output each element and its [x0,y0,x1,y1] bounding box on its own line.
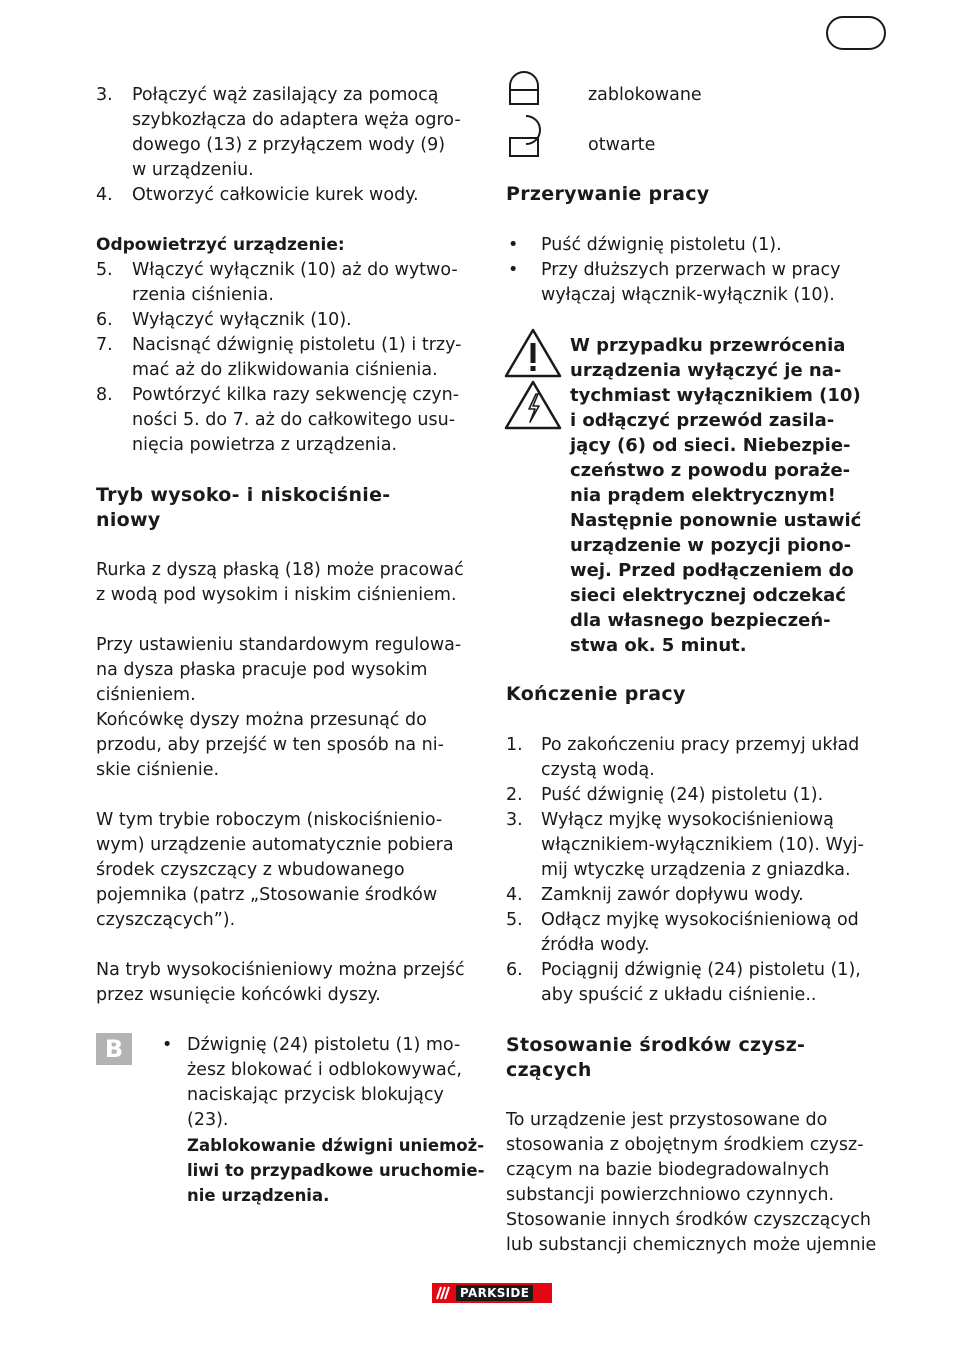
bullet-text: Przy dłuższych przerwach w pracy [541,260,841,280]
lock-icons [506,70,550,160]
logo-stripes-icon [432,1283,454,1303]
section-heading: Tryb wysoko- i niskociśnie- [96,484,391,506]
step-text: mać aż do zlikwidowania ciśnienia. [132,360,438,380]
section-heading: Kończenie pracy [506,683,686,705]
step-number: 2. [506,785,523,805]
bullet-text: naciskając przycisk blokujący [187,1085,444,1105]
step-text: Wyłączyć wyłącznik (10). [132,310,352,330]
section-heading: Stosowanie środków czysz- [506,1034,806,1056]
warning-text: Następnie ponownie ustawić [570,510,862,531]
subsection-title: Odpowietrzyć urządzenie: [96,235,345,255]
warning-text: nia prądem elektrycznym! [570,485,836,506]
paragraph-line: Rurka z dyszą płaską (18) może pracować [96,560,464,580]
step-text: Połączyć wąż zasilający za pomocą [132,85,439,105]
step-text: Wyłącz myjkę wysokociśnieniową [541,810,834,830]
warning-text: i odłączyć przewód zasila- [570,410,835,431]
paragraph-line: Stosowanie innych środków czyszczących [506,1210,872,1230]
paragraph-line: wym) urządzenie automatycznie pobiera [96,835,454,855]
bullet-text: wyłączaj włącznik-wyłącznik (10). [541,285,835,305]
step-text: w urządzeniu. [132,160,254,180]
section-heading: niowy [96,509,161,531]
step-text: Nacisnąć dźwignię pistoletu (1) i trzy- [132,335,462,355]
warning-text: dla własnego bezpieczeń- [570,610,831,631]
step-text: Po zakończeniu pracy przemyj układ [541,735,860,755]
warning-triangle-icon [506,330,560,376]
step-number: 8. [96,385,113,405]
electric-shock-icon [506,382,560,428]
section-heading: Przerywanie pracy [506,183,710,205]
paragraph-line: Końcówkę dyszy można przesunąć do [96,710,427,730]
bullet-text: Dźwignię (24) pistoletu (1) mo- [187,1035,461,1055]
step-number: 3. [96,85,113,105]
warning-text: tychmiast wyłącznikiem (10) [570,385,861,406]
step-text: Otworzyć całkowicie kurek wody. [132,185,419,205]
step-text: mij wtyczkę urządzenia z gniazdka. [541,860,851,880]
paragraph-line: pojemnika (patrz „Stosowanie środków [96,885,438,905]
step-text: Pociągnij dźwignię (24) pistoletu (1), [541,960,861,980]
step-number: 4. [506,885,523,905]
warning-icons [503,326,563,434]
bullet-icon: • [162,1035,173,1055]
warning-text: W przypadku przewrócenia [570,335,846,356]
bullet-note: liwi to przypadkowe uruchomie- [187,1161,485,1180]
lock-closed-icon [510,72,538,104]
paragraph-line: czącym na bazie biodegradowalnych [506,1160,830,1180]
paragraph-line: przodu, aby przejść w ten sposób na ni- [96,735,444,755]
step-number: 4. [96,185,113,205]
bullet-icon: • [508,260,519,280]
warning-text: jący (6) od sieci. Niebezpie- [570,435,851,456]
paragraph-line: W tym trybie roboczym (niskociśnienio- [96,810,443,830]
lock-open-label: otwarte [588,135,656,155]
warning-text: urządzenie w pozycji piono- [570,535,852,556]
brand-name: PARKSIDE [456,1285,533,1301]
step-text: czystą wodą. [541,760,655,780]
bullet-note: nie urządzenia. [187,1186,330,1205]
step-text: Powtórzyć kilka razy sekwencję czyn- [132,385,460,405]
bullet-icon: • [508,235,519,255]
step-number: 7. [96,335,113,355]
figure-b-label: B [96,1033,132,1065]
paragraph-line: przez wsunięcie końcówki dyszy. [96,985,381,1005]
step-text: źródła wody. [541,935,650,955]
paragraph-line: lub substancji chemicznych może ujemnie [506,1235,877,1255]
section-heading: czących [506,1059,592,1081]
warning-text: czeństwo z powodu poraże- [570,460,851,481]
step-text: Puść dźwignię (24) pistoletu (1). [541,785,824,805]
step-text: włącznikiem-wyłącznikiem (10). Wyj- [541,835,864,855]
step-text: nięcia powietrza z urządzenia. [132,435,398,455]
warning-text: wej. Przed podłączeniem do [570,560,854,581]
step-text: szybkozłącza do adaptera węża ogro- [132,110,461,130]
warning-text: sieci elektrycznej odczekać [570,585,846,606]
paragraph-line: Na tryb wysokociśnieniowy można przejść [96,960,465,980]
warning-text: stwa ok. 5 minut. [570,635,747,656]
paragraph-line: na dysza płaska pracuje pod wysokim [96,660,428,680]
paragraph-line: To urządzenie jest przystosowane do [506,1110,828,1130]
step-number: 6. [96,310,113,330]
paragraph-line: skie ciśnienie. [96,760,220,780]
step-text: Zamknij zawór dopływu wody. [541,885,804,905]
lock-locked-label: zablokowane [588,85,702,105]
step-number: 5. [506,910,523,930]
step-number: 3. [506,810,523,830]
step-number: 5. [96,260,113,280]
paragraph-line: ciśnieniem. [96,685,196,705]
paragraph-line: z wodą pod wysokim i niskim ciśnieniem. [96,585,457,605]
bullet-text: Puść dźwignię pistoletu (1). [541,235,782,255]
step-text: aby spuścić z układu ciśnienie.. [541,985,817,1005]
paragraph-line: środek czyszczący z wbudowanego [96,860,405,880]
step-text: ności 5. do 7. aż do całkowitego usu- [132,410,456,430]
bullet-note: Zablokowanie dźwigni uniemoż- [187,1136,485,1155]
paragraph-line: stosowania z obojętnym środkiem czysz- [506,1135,864,1155]
bullet-text: żesz blokować i odblokowywać, [187,1060,462,1080]
paragraph-line: Przy ustawieniu standardowym regulowa- [96,635,462,655]
step-number: 1. [506,735,523,755]
step-text: Włączyć wyłącznik (10) aż do wytwo- [132,260,458,280]
paragraph-line: substancji powierzchniowo czynnych. [506,1185,835,1205]
step-text: dowego (13) z przyłączem wody (9) [132,135,446,155]
lock-open-icon [510,116,540,156]
bullet-text: (23). [187,1110,229,1130]
paragraph-line: czyszczących”). [96,910,236,930]
step-number: 6. [506,960,523,980]
language-badge [826,16,886,50]
warning-text: urządzenia wyłączyć je na- [570,360,842,381]
parkside-logo [432,1283,552,1303]
step-text: rzenia ciśnienia. [132,285,274,305]
step-text: Odłącz myjkę wysokociśnieniową od [541,910,859,930]
